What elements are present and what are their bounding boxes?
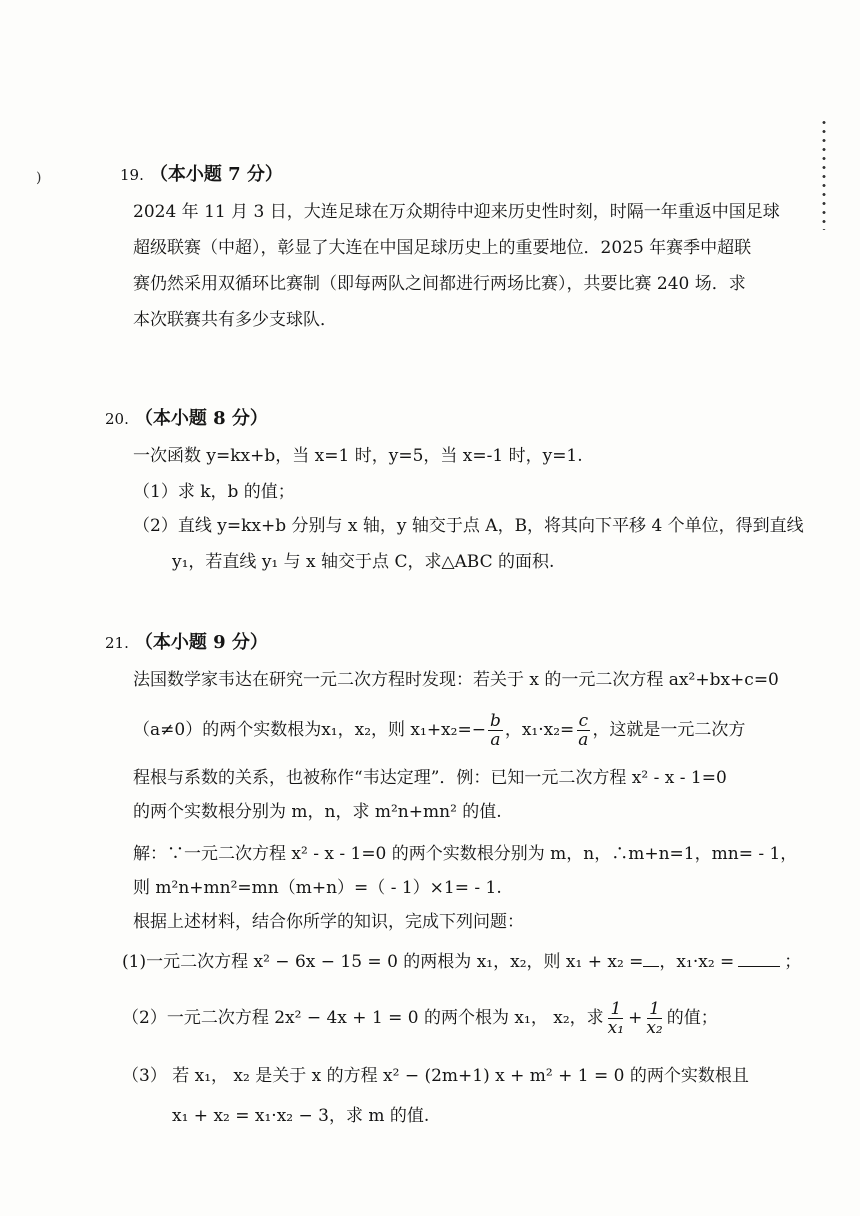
q19-line-2: 超级联赛（中超），彰显了大连在中国足球历史上的重要地位．2025 年赛季中超联 xyxy=(133,238,752,258)
q21-line-5: 解：∵一元二次方程 x² - x - 1=0 的两个实数根分别为 m，n，∴m+n=1，mn= - 1， xyxy=(133,844,798,864)
q21-part-3-b: x₁ + x₂ = x₁·x₂ − 3，求 m 的值. xyxy=(172,1106,430,1126)
q19-header xyxy=(120,160,283,186)
frac-numerator: c xyxy=(578,711,589,731)
q21-part-2-b: + xyxy=(628,1008,643,1028)
frac-numerator: 1 xyxy=(649,999,660,1019)
q19-line-4: 本次联赛共有多少支球队． xyxy=(133,310,337,330)
q21-part-1-b: ，x₁·x₂ = xyxy=(659,952,735,972)
q21-part-1-a: (1)一元二次方程 x² − 6x − 15 = 0 的两根为 x₁，x₂，则 x₁ + x₂ = xyxy=(122,952,644,972)
fraction-b-over-a xyxy=(488,712,503,749)
fraction-c-over-a xyxy=(576,712,590,749)
q21-part-3-a: （3） 若 x₁， x₂ 是关于 x 的方程 x² − (2m+1) x + m² + 1 = 0 的两个实数根且 xyxy=(122,1066,749,1086)
q21-part-2-c: 的值； xyxy=(666,1008,718,1028)
frac-numerator: 1 xyxy=(610,999,622,1019)
q21-header xyxy=(105,628,268,654)
q21-line-2-c: ，x₁·x₂= xyxy=(504,720,575,740)
frac-denominator: x₁ xyxy=(607,1018,625,1038)
q21-line-2-a: （a≠0）的两个实数根为 xyxy=(133,720,322,740)
q21-line-2 xyxy=(133,712,745,749)
q21-part-2 xyxy=(122,1000,718,1037)
q21-line-1: 法国数学家韦达在研究一元二次方程时发现：若关于 x 的一元二次方程 ax²+bx+c=0 xyxy=(133,670,779,690)
answer-blank[interactable] xyxy=(738,952,780,967)
q21-line-2-b: x₁，x₂，则 x₁+x₂=− xyxy=(321,720,486,740)
q21-line-7: 根据上述材料，结合你所学的知识，完成下列问题： xyxy=(133,912,524,932)
q19-title: （本小题 7 分） xyxy=(149,164,283,185)
q21-part-2-a: （2）一元二次方程 2x² − 4x + 1 = 0 的两个根为 x₁， x₂，求 xyxy=(122,1008,604,1028)
q21-line-3: 程根与系数的关系，也被称作“韦达定理”．例：已知一元二次方程 x² - x - 1=0 xyxy=(133,768,727,788)
margin-mark: ) xyxy=(36,170,42,186)
answer-blank[interactable] xyxy=(643,952,659,967)
q20-number: 20. xyxy=(105,410,129,428)
frac-numerator: b xyxy=(489,711,501,731)
fraction-1-over-x2 xyxy=(644,1000,664,1037)
q21-line-2-d: ，这就是一元二次方 xyxy=(592,720,746,740)
q21-part-1 xyxy=(122,950,801,974)
binding-margin-dots xyxy=(822,118,826,230)
frac-denominator: x₂ xyxy=(646,1018,663,1038)
q20-part-1: （1）求 k，b 的值； xyxy=(133,482,295,502)
q20-intro: 一次函数 y=kx+b，当 x=1 时，y=5，当 x=-1 时，y=1. xyxy=(133,446,583,466)
fraction-1-over-x1 xyxy=(606,1000,626,1037)
q19-line-1: 2024 年 11 月 3 日，大连足球在万众期待中迎来历史性时刻，时隔一年重返中国足球 xyxy=(133,202,780,222)
q19-number: 19. xyxy=(120,166,144,184)
q21-line-4: 的两个实数根分别为 m，n，求 m²n+mn² 的值. xyxy=(133,802,502,822)
q21-part-1-c: ； xyxy=(784,952,802,972)
q20-title: （本小题 8 分） xyxy=(134,408,268,429)
frac-denominator: a xyxy=(490,730,501,750)
q20-part-2-a: （2）直线 y=kx+b 分别与 x 轴，y 轴交于点 A，B，将其向下平移 4 个单位，得到直线 xyxy=(133,516,804,536)
q20-part-2-b: y₁，若直线 y₁ 与 x 轴交于点 C，求△ABC 的面积. xyxy=(172,552,555,572)
q19-line-3: 赛仍然采用双循环比赛制（即每两队之间都进行两场比赛），共要比赛 240 场．求 xyxy=(133,274,746,294)
q21-title: （本小题 9 分） xyxy=(134,632,268,653)
q21-number: 21. xyxy=(105,634,129,652)
q20-header xyxy=(105,404,268,430)
frac-denominator: a xyxy=(578,730,589,750)
q21-line-6: 则 m²n+mn²=mn（m+n）=（ - 1）×1= - 1. xyxy=(133,878,502,898)
